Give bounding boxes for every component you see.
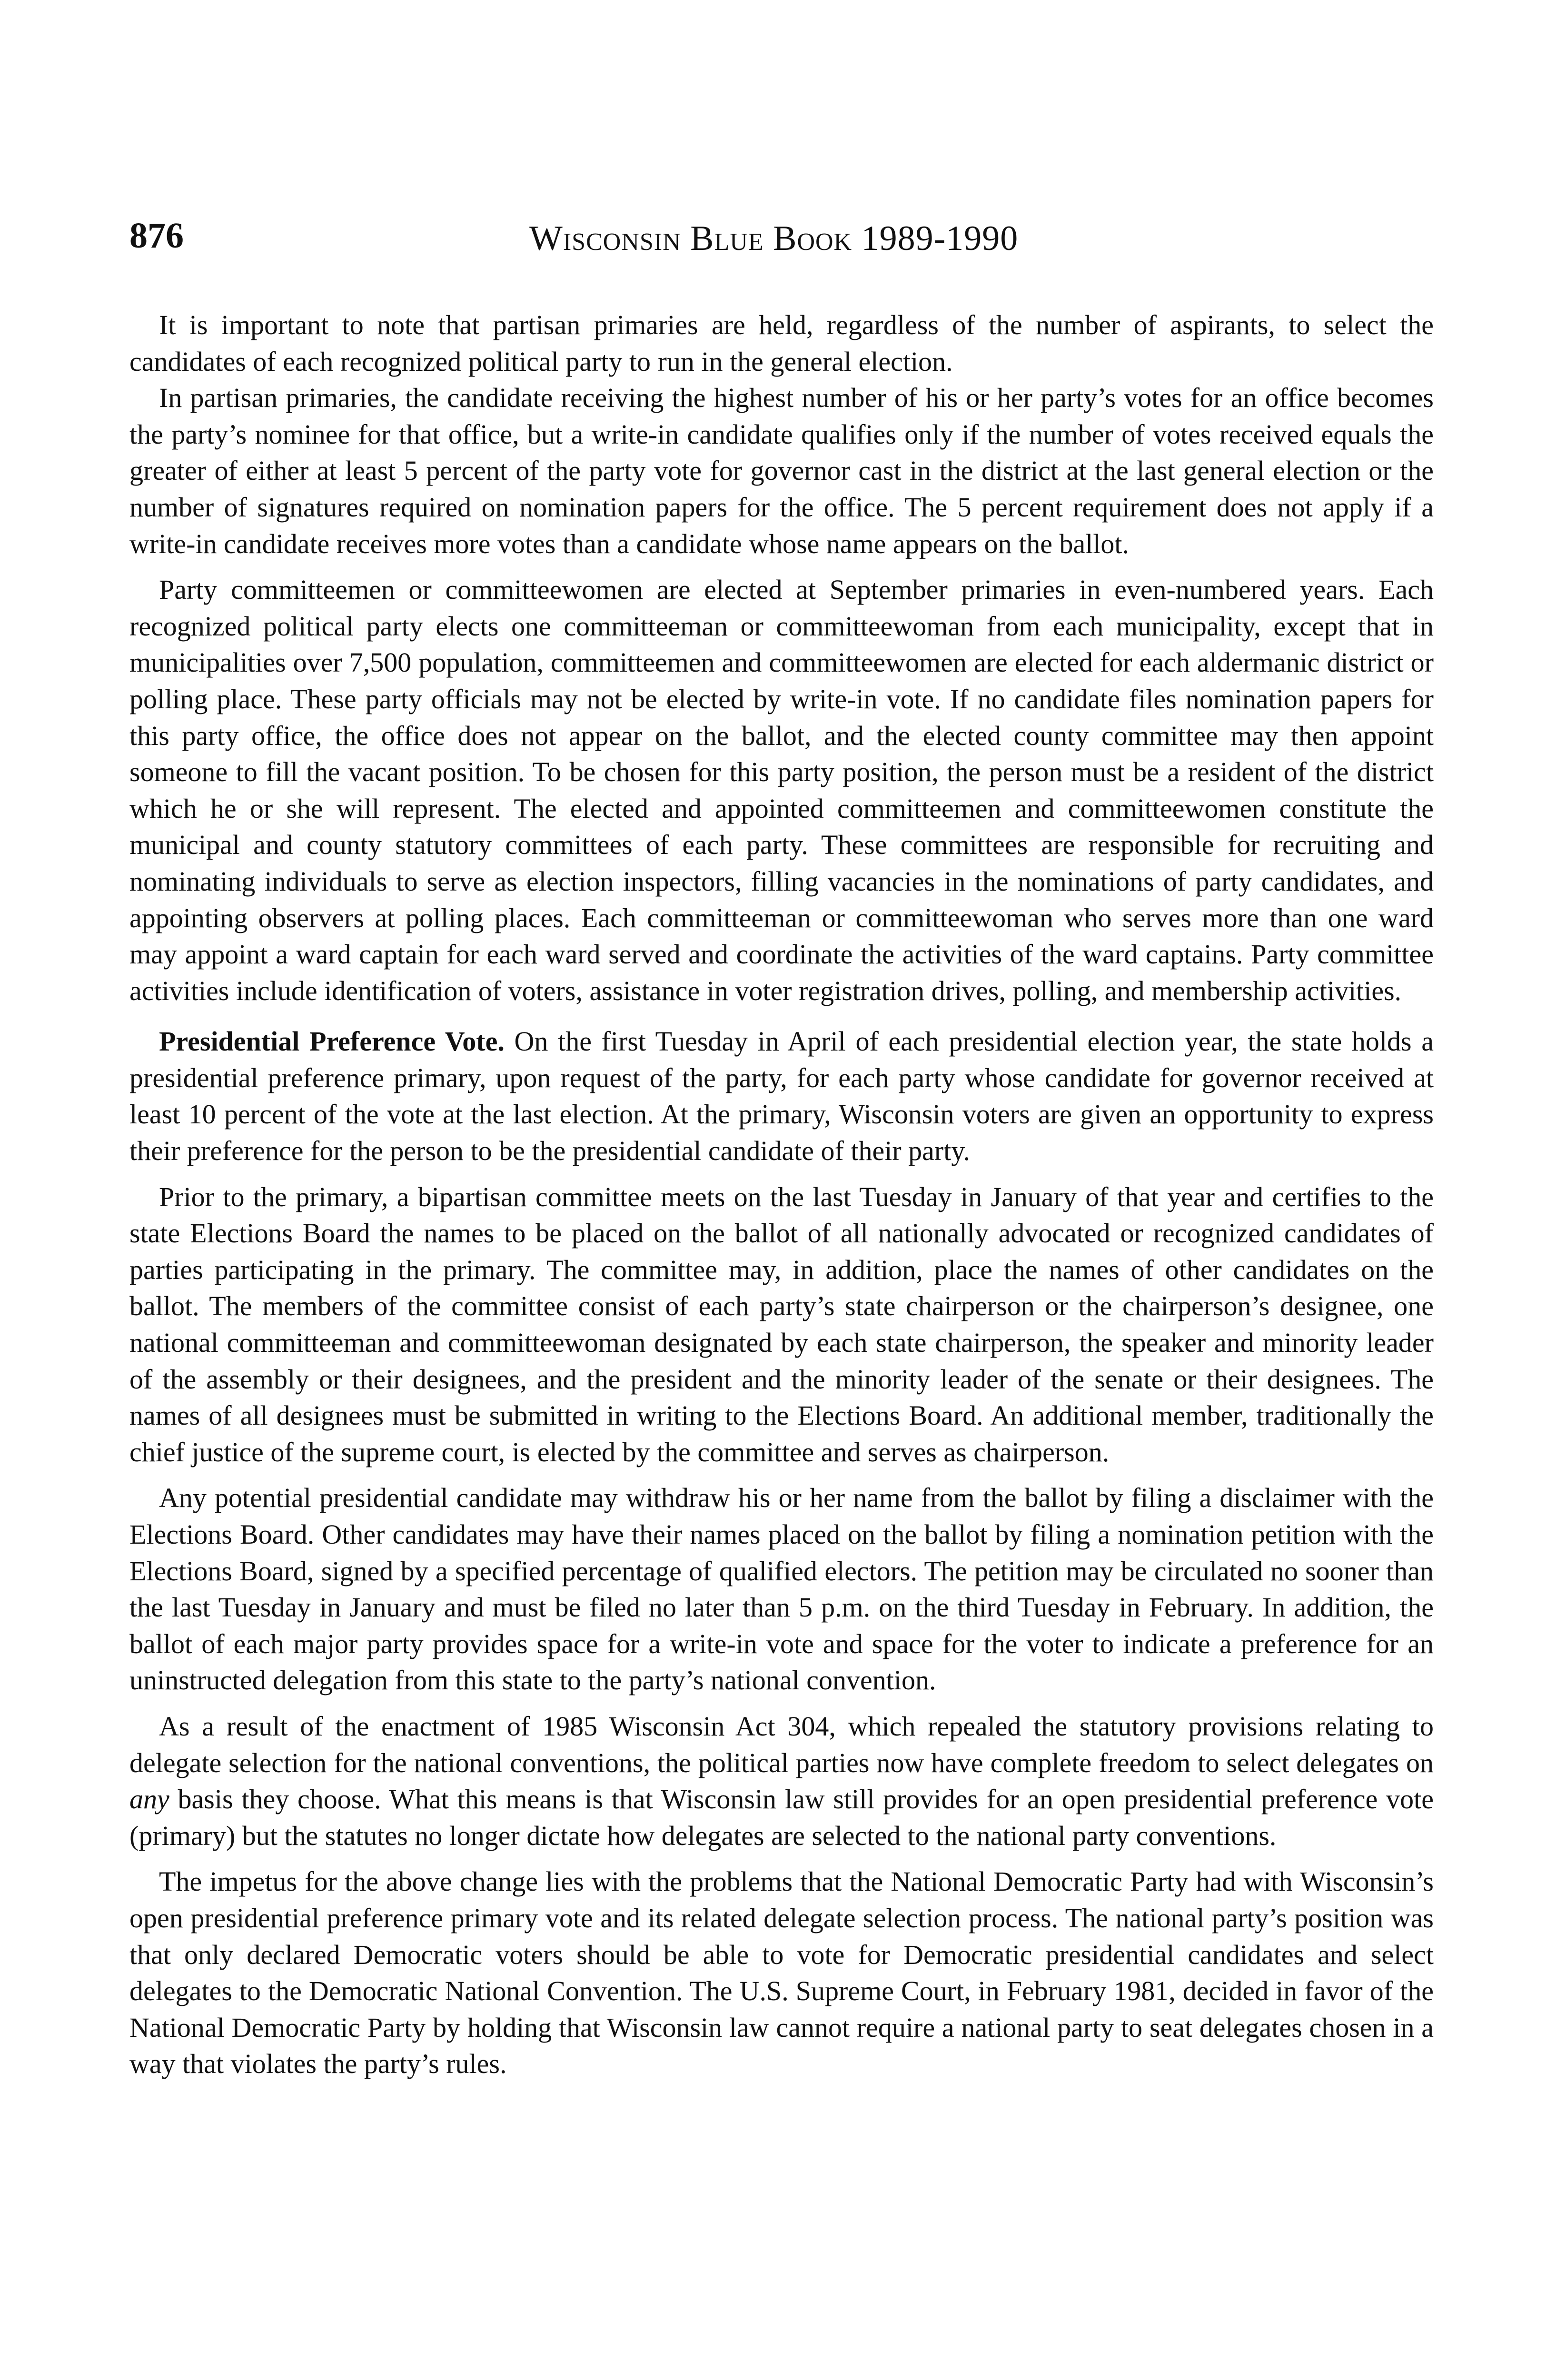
act-304-emphasis: any xyxy=(129,1784,169,1815)
paragraph-bipartisan-committee: Prior to the primary, a bipartisan committee meets on the last Tuesday in January of that year and certifies to the state Elections Board the names to be placed on the ballot of all nationally advocated or recognized candidates of parties participating in the primary. The committee may, in addition, place the names of other candidates on the ballot. The members of the committee consist of each party’s state chairperson or the chairperson’s designee, one national committeeman and committeewoman designated by each state chairperson, the speaker and minority leader of the assembly or their designees, and the president and the minority leader of the senate or their designees. The names of all designees must be submitted in writing to the Elections Board. An additional member, traditionally the chief justice of the supreme court, is elected by the committee and serves as chairperson. xyxy=(129,1181,1434,1468)
paragraph-partisan-primaries-note: It is important to note that partisan primaries are held, regardless of the number of aspirants, to select the candidates of each recognized political party to run in the general election. xyxy=(129,309,1434,377)
act-304-text-before: As a result of the enactment of 1985 Wisconsin Act 304, which repealed the statutory provisions relating to delegate selection for the national conventions, the political parties now have complete freedom to select delegates on xyxy=(129,1710,1434,1778)
paragraph-ballot-withdrawal: Any potential presidential candidate may withdraw his or her name from the ballot by filing a disclaimer with the Elections Board. Other candidates may have their names placed on the ballot by filing a nomination petition with the Elections Board, signed by a specified percentage of qualified electors. The petition may be circulated no sooner than the last Tuesday in January and must be filed no later than 5 p.m. on the third Tuesday in February. In addition, the ballot of each major party provides space for a write-in vote and space for the voter to indicate a preference for an uninstructed delegation from this state to the party’s national convention. xyxy=(129,1482,1434,1696)
paragraph-national-democratic-party: The impetus for the above change lies with the problems that the National Democratic Party had with Wisconsin’s open presidential preference primary vote and its related delegate selection process. The national party’s position was that only declared Democratic voters should be able to vote for Democratic presidential candidates and select delegates to the Democratic National Convention. The U.S. Supreme Court, in February 1981, decided in favor of the National Democratic Party by holding that Wisconsin law cannot require a national party to seat delegates chosen in a way that violates the party’s rules. xyxy=(129,1866,1434,2080)
paragraph-act-304 xyxy=(129,1708,1434,1854)
running-head: Wisconsin Blue Book 1989-1990 xyxy=(529,219,1019,258)
paragraph-presidential-preference-text: On the first Tuesday in April of each presidential election year, the state holds a presidential preference primary, upon request of the party, for each party whose candidate for governor received at least 10 percent of the vote at the last election. At the primary, Wisconsin voters are given an opportunity to express their preference for the person to be the presidential candidate of their party. xyxy=(129,1026,1434,1167)
page-number: 876 xyxy=(129,216,184,256)
act-304-text-after: basis they choose. What this means is that Wisconsin law still provides for an open presidential preference vote (primary) but the statutes no longer dictate how delegates are selected to the national party conventions. xyxy=(129,1784,1434,1851)
paragraph-write-in-qualification: In partisan primaries, the candidate receiving the highest number of his or her party’s votes for an office becomes the party’s nominee for that office, but a write-in candidate qualifies only if the number of votes received equals the greater of either at least 5 percent of the party vote for governor cast in the district at the last general election or the number of signatures required on nomination papers for the office. The 5 percent requirement does not apply if a write-in candidate receives more votes than a candidate whose name appears on the ballot. xyxy=(129,382,1434,559)
paragraph-party-committeemen: Party committeemen or committeewomen are elected at September primaries in even-numbered years. Each recognized political party elects one committeeman or committeewoman from each municipality, except that in municipalities over 7,500 population, committeemen and committeewomen are elected for each aldermanic district or polling place. These party officials may not be elected by write-in vote. If no candidate files nomination papers for this party office, the office does not appear on the ballot, and the elected county committee may then appoint someone to fill the vacant position. To be chosen for this party position, the person must be a resident of the district which he or she will represent. The elected and appointed committeemen and committeewomen constitute the municipal and county statutory committees of each party. These committees are responsible for recruiting and nominating individuals to serve as election inspectors, filling vacancies in the nominations of party candidates, and appointing observers at polling places. Each committeeman or committeewoman who serves more than one ward may appoint a ward captain for each ward served and coordinate the activities of the ward captains. Party committee activities include identification of voters, assistance in voter registration drives, polling, and membership activities. xyxy=(129,574,1434,1006)
section-heading-presidential-preference-vote: Presidential Preference Vote. xyxy=(159,1026,505,1057)
page-header xyxy=(129,212,1443,269)
body-text xyxy=(129,307,1434,2092)
paragraph-presidential-preference-vote xyxy=(129,1023,1434,1169)
